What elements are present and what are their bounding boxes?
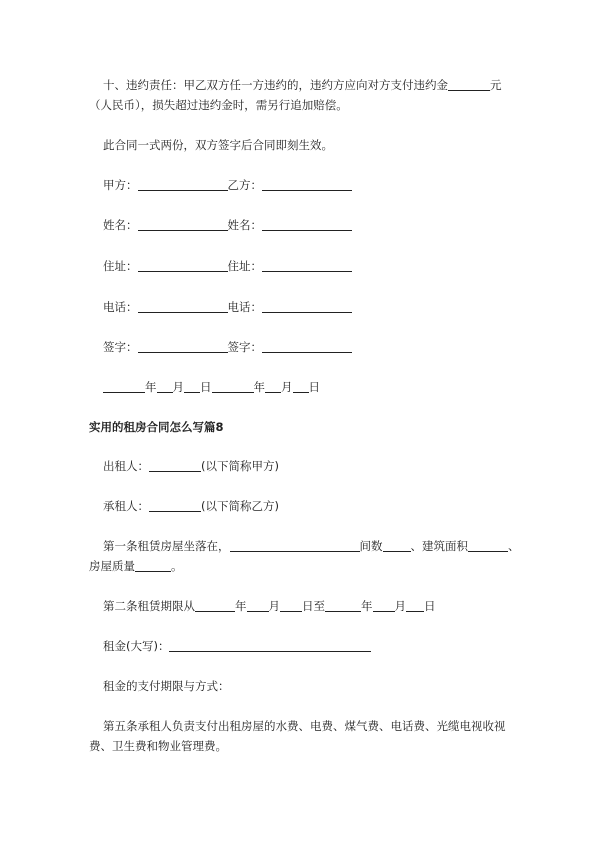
- day-to-unit: 日至: [302, 599, 325, 613]
- article-1-line-1: [103, 536, 595, 556]
- address-a-label: 住址：: [103, 259, 138, 273]
- rent-label: 租金(大写)：: [103, 639, 170, 653]
- separator: 、: [508, 539, 520, 553]
- start-year-blank[interactable]: [195, 598, 235, 612]
- address-b-label: 住址：: [227, 259, 262, 273]
- date-b-month-blank[interactable]: [265, 379, 281, 393]
- phone-a-blank[interactable]: [138, 299, 228, 313]
- end-day-blank[interactable]: [406, 598, 424, 612]
- signature-b-blank[interactable]: [262, 339, 352, 353]
- party-b-blank[interactable]: [262, 177, 352, 191]
- article-2-line: [103, 596, 595, 616]
- date-b-year-blank[interactable]: [212, 379, 254, 393]
- date-b-day-blank[interactable]: [293, 379, 309, 393]
- quality-label: 房屋质量: [89, 559, 135, 573]
- start-month-blank[interactable]: [247, 598, 269, 612]
- lessor-blank[interactable]: [149, 458, 201, 472]
- name-b-label: 姓名：: [227, 218, 262, 232]
- signature-row-name: [103, 215, 595, 235]
- signature-b-label: 签字：: [227, 340, 262, 354]
- clause-10-line-2: [89, 95, 595, 115]
- month-unit: 月: [268, 599, 280, 613]
- clause-10-line-1: [103, 75, 595, 95]
- date-a-day-blank[interactable]: [184, 379, 200, 393]
- area-blank[interactable]: [468, 538, 508, 552]
- article-2-text: 第二条租赁期限从: [103, 599, 195, 613]
- lessor-note: (以下简称甲方): [201, 459, 279, 473]
- clause-10-text: 十、违约责任：甲乙双方任一方违约的，违约方应向对方支付违约金: [103, 78, 448, 92]
- date-a-year-blank[interactable]: [103, 379, 145, 393]
- phone-b-label: 电话：: [227, 300, 262, 314]
- signature-row-phone: [103, 297, 595, 317]
- area-label: 、建筑面积: [410, 539, 468, 553]
- signature-a-label: 签字：: [103, 340, 138, 354]
- name-a-label: 姓名：: [103, 218, 138, 232]
- lessor-line: [103, 456, 595, 476]
- date-line: [103, 377, 595, 397]
- article-1-text: 第一条租赁房屋坐落在，: [103, 539, 230, 553]
- day-unit: 日: [424, 599, 436, 613]
- address-a-blank[interactable]: [138, 258, 228, 272]
- penalty-blank[interactable]: [448, 77, 490, 91]
- article-5-text-cont: 费、卫生费和物业管理费。: [89, 739, 227, 753]
- lessee-line: [103, 496, 595, 516]
- article-1-line-2: [89, 556, 595, 576]
- article-5-line-1: [103, 716, 595, 736]
- name-a-blank[interactable]: [138, 217, 228, 231]
- signature-a-blank[interactable]: [138, 339, 228, 353]
- quality-blank[interactable]: [135, 558, 171, 572]
- lessee-label: 承租人：: [103, 499, 149, 513]
- lessee-blank[interactable]: [149, 498, 201, 512]
- location-blank[interactable]: [230, 538, 360, 552]
- signature-row-signature: [103, 337, 595, 357]
- name-b-blank[interactable]: [262, 217, 352, 231]
- end-year-blank[interactable]: [325, 598, 361, 612]
- rent-line: [103, 636, 595, 656]
- rooms-label: 间数: [359, 539, 383, 553]
- end-month-blank[interactable]: [373, 598, 395, 612]
- lessee-note: (以下简称乙方): [201, 499, 279, 513]
- effect-text: 此合同一式两份，双方签字后合同即刻生效。: [103, 138, 333, 152]
- party-b-label: 乙方：: [227, 178, 262, 192]
- section-title-text: 实用的租房合同怎么写篇8: [89, 420, 224, 434]
- rooms-blank[interactable]: [383, 538, 411, 552]
- article-5-line-2: [89, 736, 595, 756]
- party-a-label: 甲方：: [103, 178, 138, 192]
- start-day-blank[interactable]: [280, 598, 302, 612]
- section-title: [89, 417, 595, 437]
- year-unit: 年: [235, 599, 247, 613]
- year-unit: 年: [361, 599, 373, 613]
- effect-paragraph: [103, 135, 595, 155]
- article-5-text: 第五条承租人负责支付出租房屋的水费、电费、煤气费、电话费、光缆电视收视: [103, 719, 506, 733]
- month-unit: 月: [281, 380, 293, 394]
- rent-blank[interactable]: [169, 638, 371, 652]
- phone-a-label: 电话：: [103, 300, 138, 314]
- clause-10-unit: 元: [490, 78, 502, 92]
- party-a-blank[interactable]: [138, 177, 228, 191]
- period: 。: [171, 559, 183, 573]
- day-unit: 日: [200, 380, 212, 394]
- address-b-blank[interactable]: [262, 258, 352, 272]
- clause-10-text-cont: （人民币），损失超过违约金时，需另行追加赔偿。: [89, 98, 348, 112]
- payment-line: [103, 676, 595, 696]
- year-unit: 年: [145, 380, 157, 394]
- day-unit: 日: [308, 380, 320, 394]
- year-unit: 年: [253, 380, 265, 394]
- signature-row-address: [103, 256, 595, 276]
- date-a-month-blank[interactable]: [157, 379, 173, 393]
- phone-b-blank[interactable]: [262, 299, 352, 313]
- payment-text: 租金的支付期限与方式：: [103, 679, 230, 693]
- lessor-label: 出租人：: [103, 459, 149, 473]
- month-unit: 月: [394, 599, 406, 613]
- signature-row-party: [103, 175, 595, 195]
- month-unit: 月: [172, 380, 184, 394]
